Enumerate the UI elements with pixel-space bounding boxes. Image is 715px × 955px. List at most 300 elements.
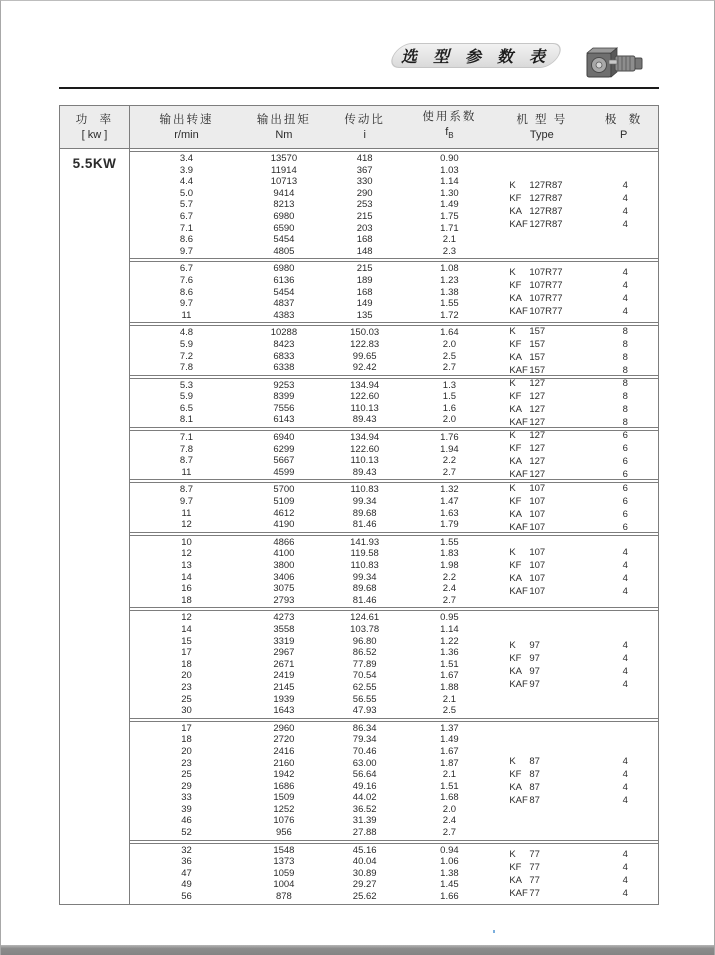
model-size: 107 [529,572,546,584]
table-cell: 7.8 [179,362,194,374]
model-name [494,560,592,571]
model-row [494,179,658,192]
model-row [494,403,658,416]
table-cell: 33 [181,792,192,804]
table-cell: 20 [181,745,192,757]
model-prefix: KAF [509,364,528,376]
column-header-ratio: 传动比 i [344,113,385,141]
model-prefix: KAF [509,416,528,428]
poles-value: 4 [622,652,628,664]
table-cell: 367 [356,164,373,176]
table-cell: 52 [181,827,192,839]
model-name [494,756,592,767]
table-cell: 1942 [273,769,295,781]
poles-value: 4 [622,678,628,690]
model-row [494,794,658,807]
model-size: 107R77 [529,280,563,292]
table-cell: 6833 [273,350,295,362]
table-row-group [130,261,658,323]
model-row [494,218,658,231]
model-prefix: KF [509,861,522,873]
model-row [494,508,658,521]
poles-value: 4 [622,572,628,584]
table-cell: 5109 [273,496,295,508]
model-row [494,442,658,455]
table-cell: 1.06 [440,856,459,868]
model-name [494,456,592,467]
model-prefix: KAF [509,794,528,806]
table-cell: 4383 [273,309,295,321]
table-cell: 6338 [273,362,295,374]
table-cell: 1939 [273,693,295,705]
table-cell: 2.5 [442,350,457,362]
model-name [494,378,592,389]
table-cell: 2416 [273,745,295,757]
table-cell: 134.94 [350,432,380,444]
table-cell: 2.1 [442,693,457,705]
table-cell: 2160 [273,757,295,769]
table-cell: 17 [181,647,192,659]
poles-value: 8 [622,390,628,402]
table-cell: 12 [181,548,192,560]
table-cell: 6299 [273,443,295,455]
table-cell: 956 [275,827,292,839]
poles-value: 4 [622,193,628,205]
table-cell: 1.98 [440,560,459,571]
table-row-group [130,430,658,480]
model-row [494,325,658,338]
table-cell: 9.7 [179,298,194,310]
model-size: 157 [529,351,546,363]
model-row [494,364,658,377]
table-cell: 122.60 [350,443,380,455]
model-name [494,509,592,520]
model-prefix: KF [509,338,522,350]
table-cell: 2145 [273,681,295,693]
table-cell: 1.49 [440,734,459,746]
poles-value: 6 [622,469,628,481]
model-size: 97 [529,678,540,690]
model-name [494,306,592,317]
table-cell: 110.83 [350,484,379,496]
table-cell: 5.7 [179,199,194,211]
table-cell: 8213 [273,199,295,211]
table-cell: 1.76 [440,432,459,444]
table-cell: 1.51 [440,780,459,792]
table-cell: 27.88 [352,827,377,839]
table-cell: 2.2 [442,571,457,583]
poles-value: 4 [622,219,628,231]
poles-value: 4 [622,848,628,860]
table-cell: 4190 [273,519,295,531]
table-cell: 47 [181,867,192,879]
table-cell: 14 [181,623,192,635]
table-cell: 56.55 [352,693,377,705]
table-cell: 0.94 [440,844,459,856]
table-cell: 168 [356,234,373,246]
table-cell: 215 [356,210,373,222]
poles-value: 4 [622,280,628,292]
model-row [494,338,658,351]
table-cell: 49.16 [352,780,377,792]
model-size: 157 [529,325,546,337]
table-body [59,149,659,905]
table-cell: 86.34 [352,722,377,734]
model-list [494,377,658,429]
scan-artifact-dot [493,930,495,933]
table-cell: 2967 [273,647,295,659]
table-cell: 8399 [273,391,295,403]
model-size: 107 [529,508,546,520]
model-list [494,546,658,598]
model-row [494,416,658,429]
table-cell: 29.27 [352,879,377,891]
model-row [494,455,658,468]
model-size: 87 [529,768,540,780]
table-cell: 0.90 [440,153,459,164]
table-cell: 49 [181,879,192,891]
table-cell: 1.03 [440,164,459,176]
power-value: 5.5KW [60,149,130,904]
table-cell: 1.23 [440,274,459,286]
table-cell: 32 [181,844,192,856]
model-row [494,585,658,598]
model-name [494,404,592,415]
table-cell: 29 [181,780,192,792]
model-name [494,795,592,806]
model-prefix: K [509,755,516,767]
table-cell: 6143 [273,414,295,426]
model-prefix: KAF [509,219,528,231]
table-cell: 253 [356,199,373,211]
model-row [494,546,658,559]
table-cell: 9414 [273,187,295,199]
model-size: 157 [529,338,546,350]
model-name [494,547,592,558]
table-row [130,827,658,839]
model-row [494,377,658,390]
table-cell: 77.89 [352,658,377,670]
table-cell: 6136 [273,274,295,286]
poles-value: 4 [622,546,628,558]
table-cell: 99.65 [352,350,377,362]
table-cell: 1.67 [440,745,459,757]
poles-value: 4 [622,794,628,806]
table-cell: 4.4 [179,176,194,188]
table-cell: 25 [181,693,192,705]
page-bottom-strip [1,945,714,955]
model-size: 97 [529,639,540,651]
table-cell: 30.89 [352,867,377,879]
table-row-group [130,151,658,259]
table-cell: 1.30 [440,187,459,199]
table-cell: 7.6 [179,274,194,286]
table-cell: 1252 [273,803,295,815]
table-cell: 5.0 [179,187,194,199]
table-cell: 1.72 [440,309,459,321]
model-name [494,653,592,664]
selection-parameter-table [59,105,659,905]
model-size: 107R77 [529,267,563,279]
table-cell: 124.61 [350,612,380,624]
table-cell: 110.13 [350,455,379,467]
poles-value: 4 [622,639,628,651]
table-cell: 45.16 [352,844,377,856]
model-prefix: KAF [509,469,528,481]
table-cell: 86.52 [352,647,377,659]
poles-value: 8 [622,416,628,428]
model-name [494,219,592,230]
table-cell: 2.4 [442,583,457,595]
table-cell: 7.1 [179,222,194,234]
table-cell: 2.3 [442,245,457,257]
table-cell: 2.2 [442,455,457,467]
table-cell: 18 [181,594,192,606]
table-cell: 3075 [273,583,295,595]
model-prefix: KF [509,652,522,664]
model-list [494,266,658,318]
model-list [494,179,658,231]
table-cell: 31.39 [352,815,377,827]
table-cell: 2.7 [442,827,457,839]
table-cell: 103.78 [350,623,380,635]
model-row [494,292,658,305]
table-cell: 36.52 [352,803,377,815]
table-cell: 5454 [273,286,295,298]
model-size: 127 [529,377,546,389]
table-cell: 3.9 [179,164,194,176]
table-cell: 9.7 [179,496,194,508]
model-prefix: K [509,325,516,337]
table-row [130,734,658,746]
table-cell: 70.46 [352,745,377,757]
model-name [494,679,592,690]
model-size: 127 [529,390,546,402]
model-size: 77 [529,887,540,899]
table-cell: 1.79 [440,519,459,531]
table-cell: 1.88 [440,681,459,693]
model-row [494,266,658,279]
model-name [494,496,592,507]
table-cell: 6.7 [179,210,194,222]
table-cell: 3558 [273,623,295,635]
table-cell: 47.93 [352,705,377,717]
poles-value: 8 [622,403,628,415]
model-list [494,848,658,900]
model-row [494,639,658,652]
gear-motor-image [585,43,647,83]
model-prefix: KAF [509,521,528,533]
model-size: 127R87 [529,206,563,218]
model-row [494,521,658,534]
table-cell: 13570 [270,153,298,164]
model-size: 127 [529,403,546,415]
model-name [494,365,592,376]
table-cell: 1.87 [440,757,459,769]
model-row [494,874,658,887]
table-cell: 14 [181,571,192,583]
table-cell: 11 [181,309,192,321]
model-prefix: KA [509,572,522,584]
table-cell: 7.1 [179,432,194,444]
table-cell: 8.1 [179,414,194,426]
table-cell: 122.83 [350,338,380,350]
poles-value: 6 [622,456,628,468]
model-row [494,205,658,218]
poles-value: 6 [622,521,628,533]
table-cell: 9253 [273,379,295,391]
model-name [494,391,592,402]
table-cell: 10288 [270,327,298,339]
table-cell: 4866 [273,536,295,548]
model-name [494,586,592,597]
table-cell: 6940 [273,432,295,444]
model-prefix: K [509,180,516,192]
column-header-power: 功 率 [ kw ] [60,106,130,148]
column-header-type: 机 型 号 Type [516,113,568,141]
table-cell: 150.03 [350,327,380,339]
table-cell: 3800 [273,560,295,571]
table-cell: 189 [356,274,373,286]
table-cell: 1.63 [440,507,459,519]
model-row [494,559,658,572]
model-name [494,206,592,217]
model-prefix: KF [509,280,522,292]
table-cell: 168 [356,286,373,298]
table-cell: 330 [356,176,373,188]
table-cell: 1509 [273,792,295,804]
table-cell: 119.58 [350,548,379,560]
poles-value: 6 [622,430,628,442]
poles-value: 4 [622,768,628,780]
poles-value: 8 [622,364,628,376]
table-cell: 8.6 [179,286,194,298]
poles-value: 4 [622,874,628,886]
table-row [130,153,658,165]
table-cell: 4100 [273,548,295,560]
table-cell: 5.3 [179,379,194,391]
model-prefix: KAF [509,678,528,690]
table-cell: 70.54 [352,670,377,682]
model-prefix: KA [509,665,522,677]
model-prefix: KA [509,403,522,415]
model-row [494,351,658,364]
table-cell: 2.4 [442,815,457,827]
model-prefix: KAF [509,306,528,318]
table-cell: 4599 [273,466,295,478]
table-cell: 1.14 [440,176,459,188]
table-cell: 17 [181,722,192,734]
table-row [130,165,658,177]
model-size: 107 [529,521,546,533]
table-cell: 2.7 [442,466,457,478]
model-size: 107 [529,546,546,558]
model-row [494,495,658,508]
model-prefix: KA [509,456,522,468]
model-name [494,849,592,860]
model-row [494,572,658,585]
model-size: 127R87 [529,219,563,231]
model-prefix: KAF [509,585,528,597]
table-cell: 1548 [273,844,295,856]
table-cell: 15 [181,635,192,647]
table-cell: 30 [181,705,192,717]
table-cell: 40.04 [352,856,377,868]
poles-value: 8 [622,377,628,389]
model-prefix: K [509,639,516,651]
table-cell: 1.36 [440,647,459,659]
table-cell: 16 [181,583,192,595]
table-cell: 7.2 [179,350,194,362]
table-cell: 81.46 [352,594,377,606]
table-cell: 1.47 [440,496,459,508]
model-prefix: KA [509,351,522,363]
table-cell: 18 [181,658,192,670]
table-cell: 89.43 [352,466,377,478]
table-cell: 18 [181,734,192,746]
table-cell: 4273 [273,612,295,624]
poles-value: 4 [622,180,628,192]
poles-value: 4 [622,665,628,677]
table-cell: 1.66 [440,891,459,903]
table-row [130,705,658,717]
table-cell: 1373 [273,856,295,868]
model-size: 107 [529,482,546,494]
model-size: 77 [529,861,540,873]
model-list [494,482,658,534]
table-cell: 1.3 [442,379,457,391]
table-cell: 11 [181,466,192,478]
column-header-service-factor: 使用系数 $f_B$ [422,111,477,141]
table-cell: 2960 [273,722,295,734]
column-header-poles: 极 数 P [604,113,643,141]
model-row [494,652,658,665]
table-cell: 110.83 [350,560,379,571]
table-cell: 13 [181,560,192,571]
table-cell: 1.5 [442,391,457,403]
table-cell: 1.75 [440,210,459,222]
table-cell: 0.95 [440,612,459,624]
poles-value: 4 [622,585,628,597]
table-cell: 2.0 [442,414,457,426]
table-cell: 141.93 [350,536,380,548]
table-cell: 8423 [273,338,295,350]
table-cell: 12 [181,519,192,531]
model-size: 97 [529,652,540,664]
table-cell: 99.34 [352,571,377,583]
table-cell: 2419 [273,670,295,682]
table-cell: 1.22 [440,635,459,647]
model-name [494,782,592,793]
model-name [494,469,592,480]
model-prefix: KA [509,508,522,520]
poles-value: 4 [622,559,628,571]
model-name [494,875,592,886]
model-name [494,430,592,441]
model-size: 87 [529,794,540,806]
table-cell: 1.6 [442,402,457,414]
table-cell: 44.02 [352,792,377,804]
table-cell: 1.71 [440,222,459,234]
poles-value: 4 [622,306,628,318]
model-name [494,522,592,533]
poles-value: 8 [622,351,628,363]
table-cell: 1.94 [440,443,459,455]
poles-value: 6 [622,508,628,520]
table-header-row [59,105,659,149]
model-prefix: KF [509,559,522,571]
model-size: 127 [529,456,546,468]
